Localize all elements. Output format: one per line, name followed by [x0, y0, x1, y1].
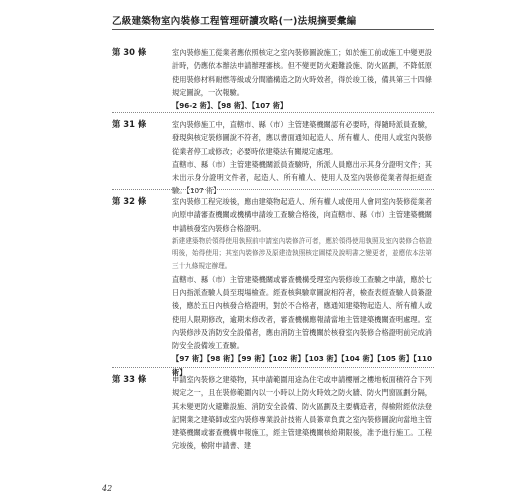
article-label: 第 32 條	[112, 196, 147, 206]
running-header: 乙級建築物室內裝修工程管理研讀攻略(一)法規摘要彙編	[112, 16, 357, 27]
article-divider	[112, 112, 434, 113]
exam-tags: 【97 術】【98 術】【99 術】【102 術】【103 術】【104 術】【105 術】【110 術】	[172, 354, 432, 377]
article-divider	[112, 367, 434, 368]
exam-tags: 【96-2 術】、【98 術】、【107 術】	[172, 101, 288, 111]
article-body	[172, 373, 432, 453]
article-paragraph: 申請室內裝修之建築物，其申請範圍用途為住宅或申請樓層之樓地板面積符合下列規定之一，且在裝修範圍內以一小時以上防火時效之防火牆、防火門窗區劃分隔，其未變更防火避難設施、消防安全設備、防火區劃及主要構造者，得檢附經依法登記開業之建築師或室內裝修專業設計技術人員簽章負責之室內裝修圖說向當地主管建築機關或審查機構申報施工，經主管建築機關核給期限後，准予進行施工。工程完竣後，檢附申請書、建	[172, 375, 432, 451]
header-rule	[112, 29, 434, 30]
article-note: 新建建築物於領得使用執照前申請室內裝修許可者，應於領得使用執照及室內裝修合格證明後，始得使用；其室內裝修涉及原建造執照核定圖樣及說明書之變更者，並應依本法第三十九條規定辦理。	[172, 236, 432, 271]
article-label: 第 31 條	[112, 119, 147, 129]
article-body	[172, 118, 432, 198]
article-paragraph: 室內裝修施工從業者應依照核定之室內裝修圖說施工；如於施工前或施工中變更設計時，仍應依本辦法申請辦理審核。但不變更防火避難設施、防火區劃，不降低原使用裝修材料耐燃等級或分間牆構造之防火時效者，得於竣工後，備具第三十四條規定圖說，一次報驗。	[172, 48, 432, 97]
article-body	[172, 46, 432, 112]
article-paragraph: 室內裝修施工中，直轄市、縣（市）主管建築機關認有必要時，得隨時派員查驗，發現與核定裝修圖說不符者，應以書面通知起造人、所有權人、使用人或室內裝修從業者停工或修改；必要時依建築法有關規定處理。	[172, 120, 432, 156]
article-label: 第 30 條	[112, 47, 147, 57]
article-paragraph: 直轄市、縣（市）主管建築機關或審查機構受理室內裝修竣工查驗之申請，應於七日內指派查驗人員至現場檢查。經查核與驗章圖說相符者，檢查表經查驗人員簽證後，應於五日內核發合格證明，對於不合格者，應通知建築物起造人、所有權人或使用人限期修改，逾期未修改者，審查機構應報請當地主管建築機關查明處理。室內裝修涉及消防安全設備者，應由消防主管機關於核發室內裝修合格證明前完成消防安全設備竣工查驗。	[172, 274, 432, 351]
article-paragraph: 直轄市、縣（市）主管建築機關派員查驗時，所派人員應出示其身分證明文件；其未出示身分證明文件者，起造人、所有權人、使用人及室內裝修從業者得拒絕查驗。【107 術】	[172, 159, 432, 196]
article-divider	[112, 189, 434, 190]
article-label: 第 33 條	[112, 374, 147, 384]
article-paragraph: 室內裝修工程完竣後，應由建築物起造人、所有權人或使用人會同室內裝修從業者向原申請審查機關或機構申請竣工查驗合格後，向直轄市、縣（市）主管建築機關申請核發室內裝修合格證明。	[172, 197, 432, 233]
page-number: 42	[102, 484, 113, 493]
article-body	[172, 195, 432, 379]
